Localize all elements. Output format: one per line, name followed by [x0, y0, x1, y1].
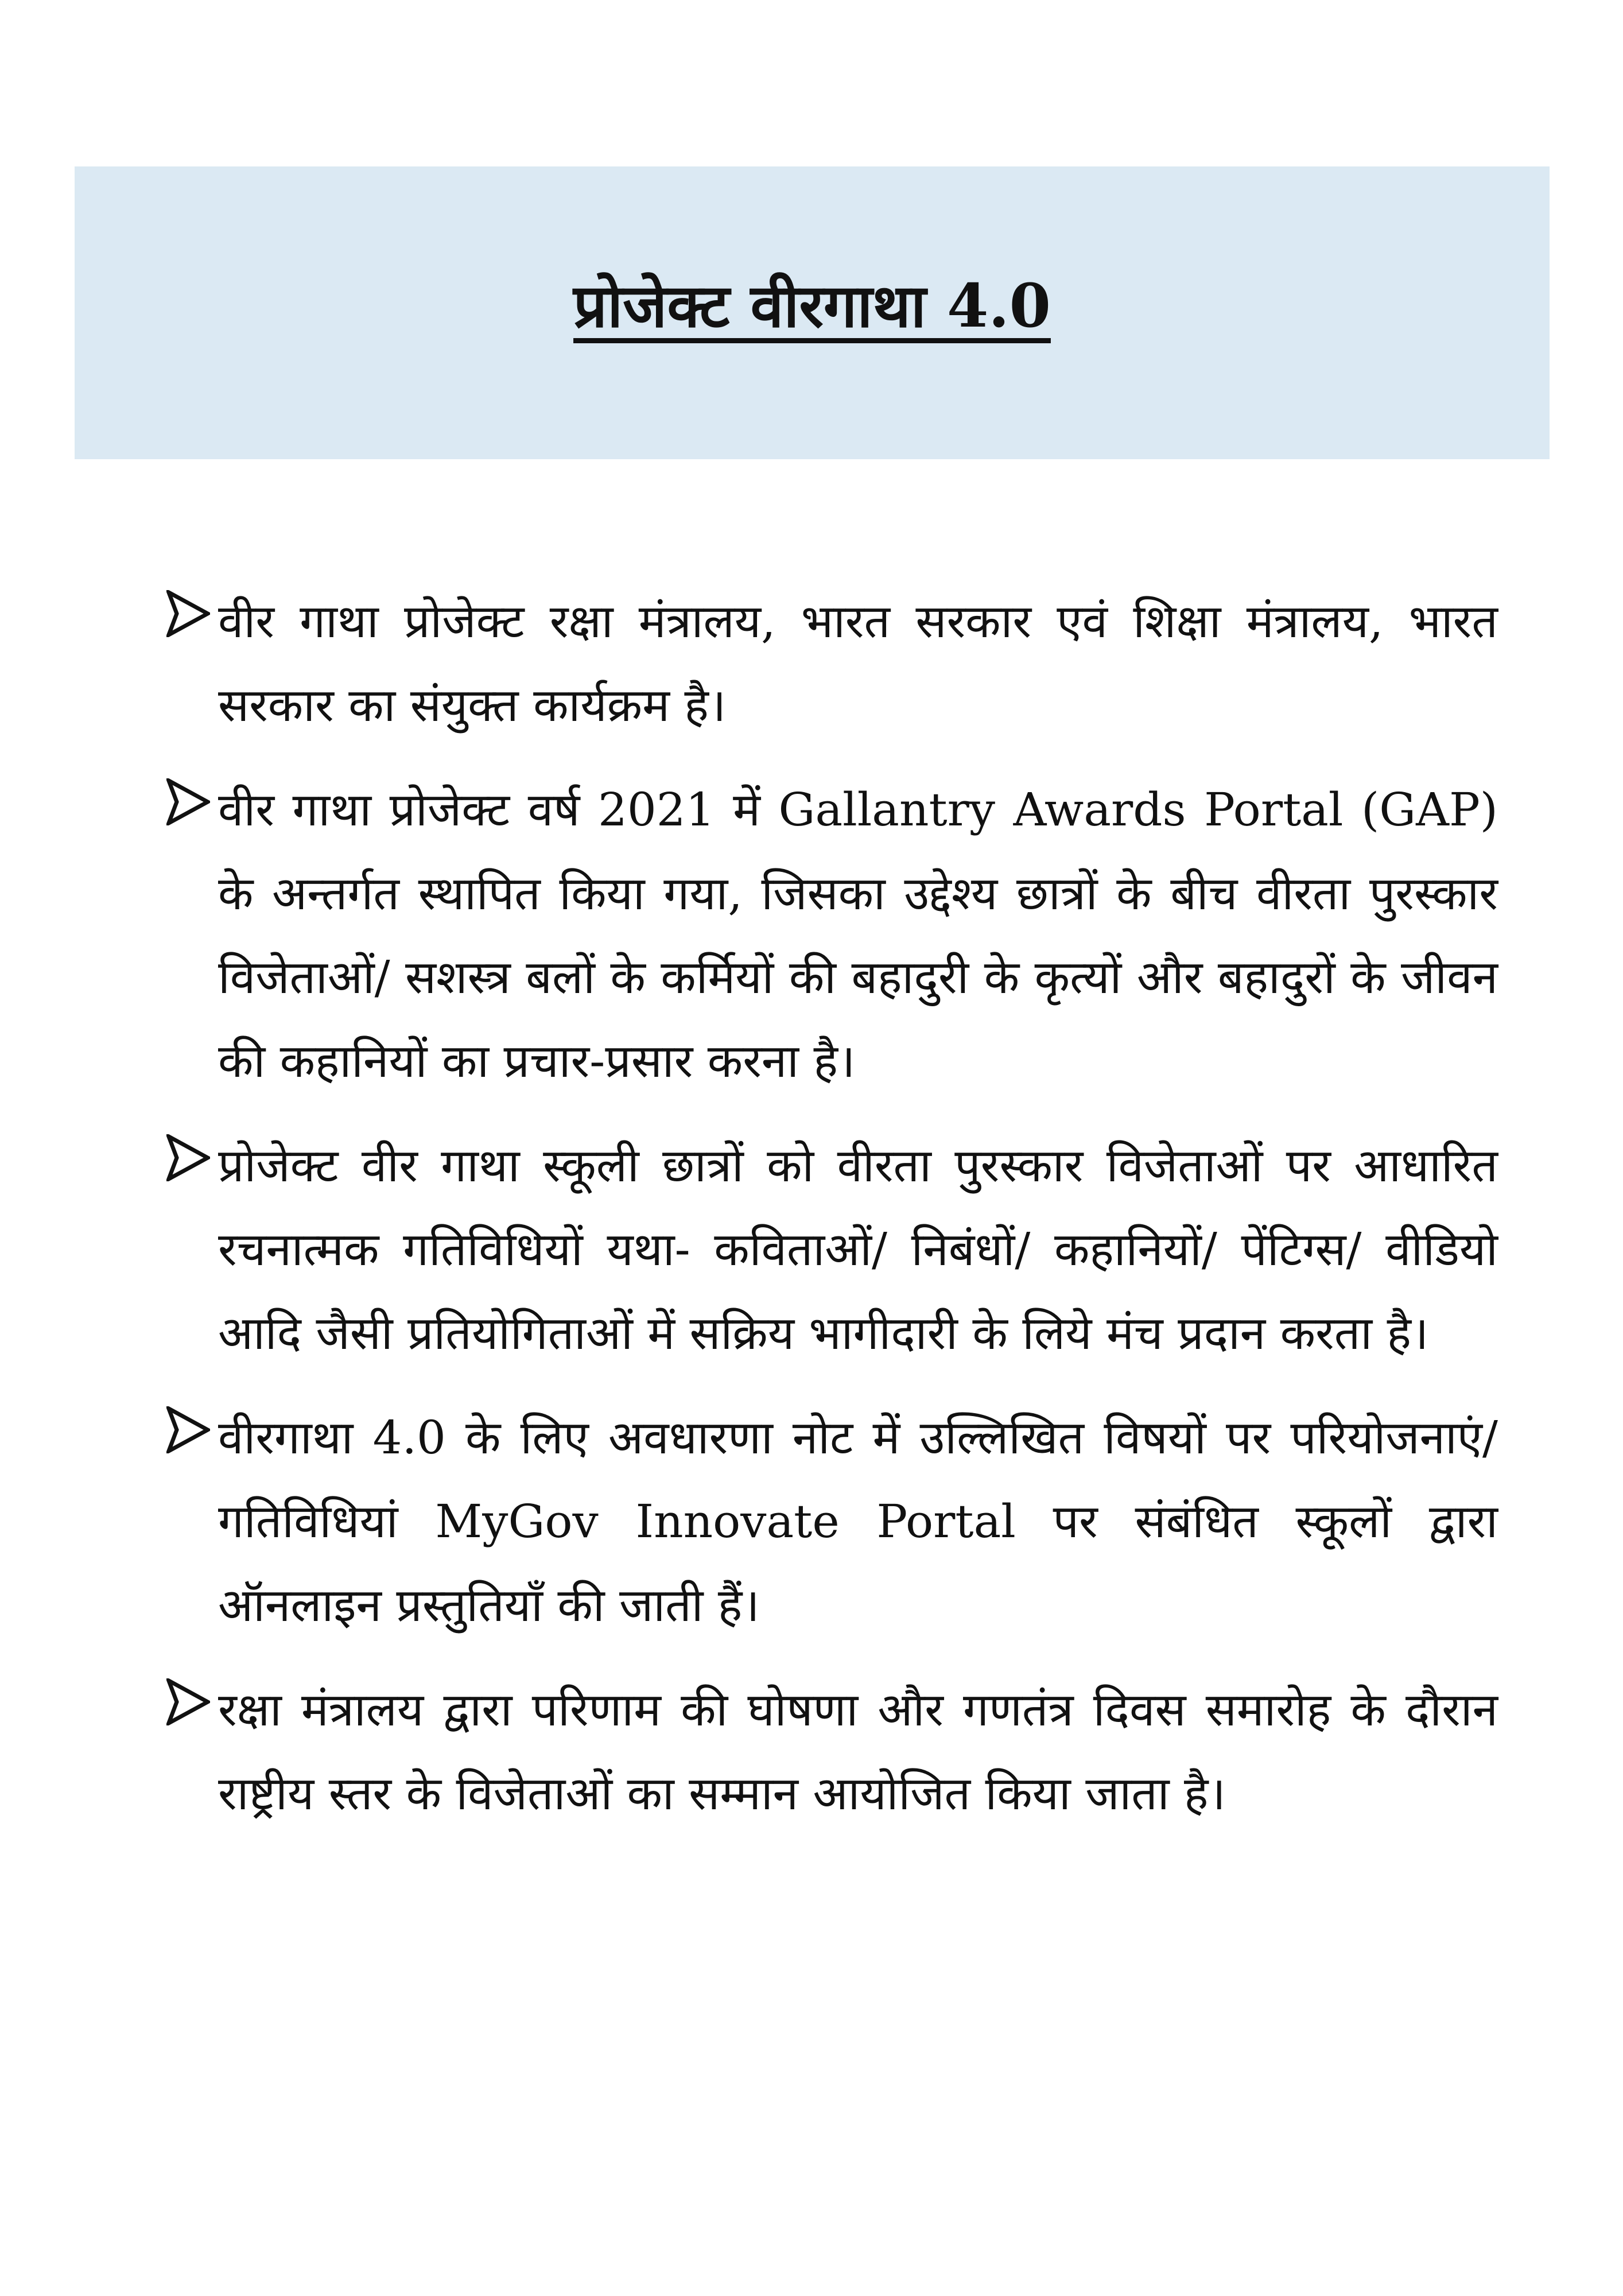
list-item: [166, 1668, 1498, 1836]
bullet-text: वीरगाथा 4.0 के लिए अवधारणा नोट में उल्लिखित विषयों पर परियोजनाएं/गतिविधियां MyGov Innovate Portal पर संबंधित स्कूलों द्वारा ऑनलाइन प्रस्तुतियाँ की जाती हैं।: [218, 1411, 1498, 1632]
arrowhead-bullet-icon: [166, 1406, 210, 1453]
bullet-text: वीर गाथा प्रोजेक्ट रक्षा मंत्रालय, भारत सरकार एवं शिक्षा मंत्रालय, भारत सरकार का संयुक्त कार्यक्रम है।: [218, 595, 1498, 732]
list-item: [166, 768, 1498, 1103]
arrowhead-bullet-icon: [166, 778, 210, 825]
list-item: [166, 580, 1498, 747]
bullet-list: [166, 580, 1498, 1856]
title-banner: [75, 166, 1550, 459]
list-item: [166, 1396, 1498, 1647]
page-title: प्रोजेक्ट वीरगाथा 4.0: [573, 270, 1051, 341]
list-item: [166, 1124, 1498, 1375]
arrowhead-bullet-icon: [166, 1134, 210, 1181]
arrowhead-bullet-icon: [166, 590, 210, 637]
arrowhead-bullet-icon: [166, 1678, 210, 1725]
bullet-text: वीर गाथा प्रोजेक्ट वर्ष 2021 में Gallantry Awards Portal (GAP) के अन्तर्गत स्थापित किया गया, जिसका उद्देश्य छात्रों के बीच वीरता पुरस्कार विजेताओं/ सशस्त्र बलों के कर्मियों की बहादुरी के कृत्यों और बहादुरों के जीवन की कहानियों का प्रचार-प्रसार करना है।: [218, 783, 1498, 1088]
bullet-text: रक्षा मंत्रालय द्वारा परिणाम की घोषणा और गणतंत्र दिवस समारोह के दौरान राष्ट्रीय स्तर के विजेताओं का सम्मान आयोजित किया जाता है।: [218, 1683, 1498, 1820]
bullet-text: प्रोजेक्ट वीर गाथा स्कूली छात्रों को वीरता पुरस्कार विजेताओं पर आधारित रचनात्मक गतिविधियों यथा- कविताओं/ निबंधों/ कहानियों/ पेंटिग्स/ वीडियो आदि जैसी प्रतियोगिताओं में सक्रिय भागीदारी के लिये मंच प्रदान करता है।: [218, 1139, 1498, 1360]
